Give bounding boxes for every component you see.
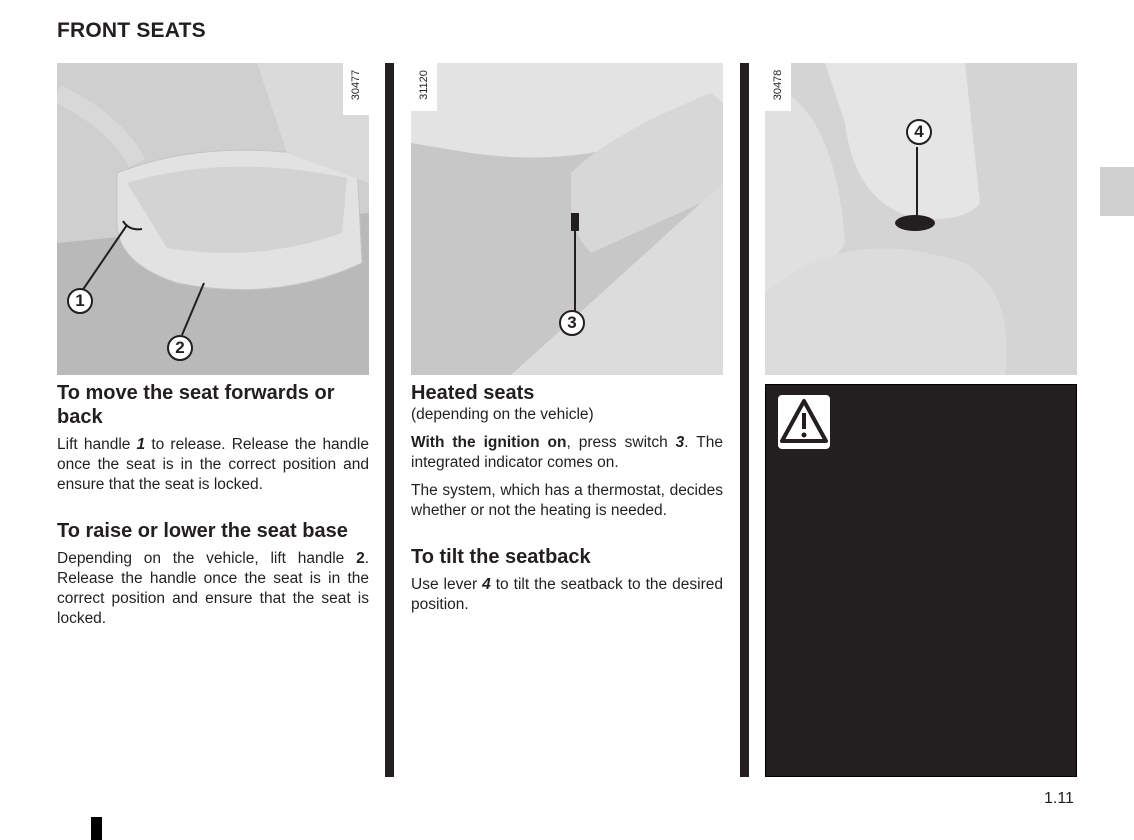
seat-base-illustration	[57, 63, 369, 375]
figure-ref-number: 31120	[411, 63, 437, 111]
body-heated-2: The system, which has a thermostat, decides whether or not the heating is needed.	[411, 482, 723, 519]
column-2-text	[411, 381, 723, 615]
body-move-seat: Lift handle 1 to release. Release the handle once the seat is in the correct position and ensure that the seat is locked.	[57, 436, 369, 493]
page-number: 1.11	[1044, 790, 1074, 807]
heading-tilt-seatback: To tilt the seatback	[411, 546, 591, 568]
body-tilt-seatback: Use lever 4 to tilt the seatback to the desired position.	[411, 576, 723, 613]
seatback-lever-illustration	[765, 63, 1077, 375]
column-divider	[740, 63, 749, 777]
subheading-depending: (depending on the vehicle)	[411, 406, 594, 423]
warning-box	[765, 384, 1077, 777]
warning-triangle-icon	[778, 395, 830, 449]
heading-move-seat: To move the seat forwards or back	[57, 382, 335, 428]
footer-mark	[91, 817, 102, 840]
column-1-text	[57, 381, 369, 629]
section-tab-marker	[1100, 167, 1134, 216]
figure-ref-number: 30477	[343, 63, 369, 115]
callout-2: 2	[167, 335, 193, 361]
figure-tilt-lever	[765, 63, 1077, 375]
page-title: FRONT SEATS	[57, 19, 206, 42]
body-heated-1: With the ignition on, press switch 3. The integrated indicator comes on.	[411, 434, 723, 471]
column-divider	[385, 63, 394, 777]
figure-heated-switch	[411, 63, 723, 375]
heading-heated-seats: Heated seats	[411, 382, 535, 404]
body-raise-lower: Depending on the vehicle, lift handle 2. Release the handle once the seat is in the correct position and ensure that the seat is locked.	[57, 550, 369, 627]
figure-seat-handles	[57, 63, 369, 375]
callout-1: 1	[67, 288, 93, 314]
callout-4: 4	[906, 119, 932, 145]
figure-ref-number: 30478	[765, 63, 791, 111]
callout-3: 3	[559, 310, 585, 336]
heading-raise-lower: To raise or lower the seat base	[57, 520, 348, 542]
